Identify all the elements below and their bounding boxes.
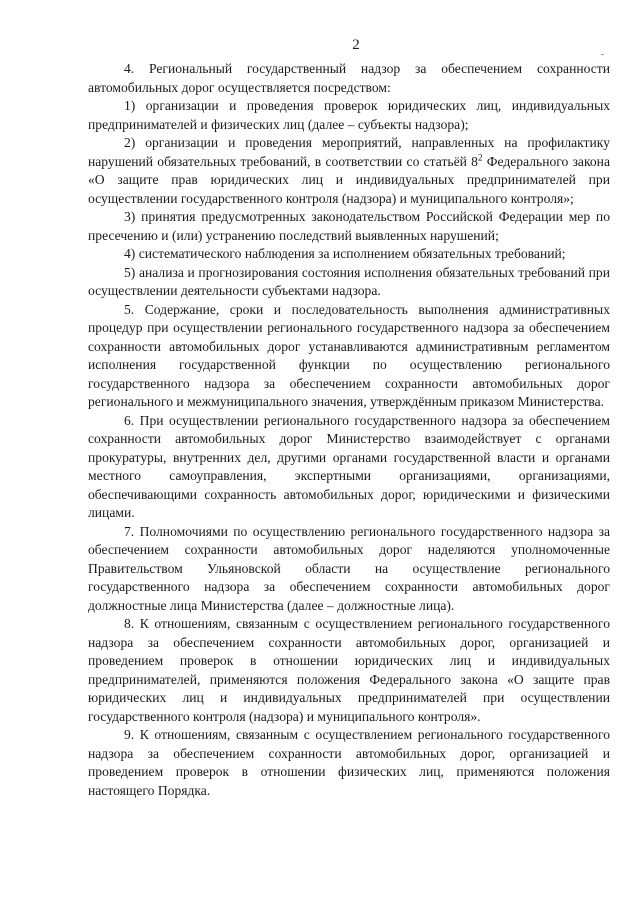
paragraph-8: 8. К отношениям, связанным с осуществлением регионального государственного надзора за обеспечением сохранности автомобильных дорог, организацией и проведением проверок в отношении юридических лиц и индивидуальных предпринимателей, применяются положения Федерального закона «О защите прав юридических лиц и индивидуальных предпринимателей при осуществлении государственного контроля (надзора) и муниципального контроля». <box>88 616 610 724</box>
paragraph-4: 4. Региональный государственный надзор за обеспечением сохранности автомобильных дорог осуществляется посредством: <box>88 61 610 95</box>
article-superscript: 2 <box>477 151 483 162</box>
paragraph-4-item-2-text-before: 2) организации и проведения мероприятий, направленных на профилактику нарушений обязательных требований, в соответствии со статьёй 8 <box>88 135 610 169</box>
page-number: 2 <box>352 37 360 53</box>
paragraph-9: 9. К отношениям, связанным с осуществлением регионального государственного надзора за обеспечением сохранности автомобильных дорог, организацией и проведением проверок в отношении физических лиц, применяются положения настоящего Порядка. <box>88 727 610 798</box>
paragraph-6: 6. При осуществлении регионального государственного надзора за обеспечением сохранности автомобильных дорог Министерство взаимодействует с органами прокуратуры, внутренних дел, другими органами государственной власти и органами местного самоуправления, экспертными организациями, организациями, обеспечивающими сохранность автомобильных дорог, юридическими и физическими лицами. <box>88 412 610 520</box>
paragraph-4-item-2 <box>88 134 610 208</box>
paragraph-4-item-1: 1) организации и проведения проверок юридических лиц, индивидуальных предпринимателей и физических лиц (далее – субъекты надзора); <box>88 98 610 132</box>
paragraph-5: 5. Содержание, сроки и последовательность выполнения административных процедур при осуществлении регионального государственного надзора за обеспечением сохранности автомобильных дорог устанавливаются административным регламентом исполнения государственной функции по осуществлению регионального государственного надзора за обеспечением сохранности автомобильных дорог регионального и межмуниципального значения, утверждённым приказом Министерства. <box>88 301 610 409</box>
paragraph-4-item-2-text-after: Федерального закона «О защите прав юридических лиц и индивидуальных предпринимателей при осуществлении государственного контроля (надзора) и муниципального контроля»; <box>88 153 610 206</box>
paragraph-4-item-4: 4) систематического наблюдения за исполнением обязательных требований; <box>124 246 566 261</box>
paragraph-4-item-3: 3) принятия предусмотренных законодательством Российской Федерации мер по пресечению и (или) устранению последствий выявленных нарушений; <box>88 209 610 243</box>
scan-mark <box>601 54 604 55</box>
paragraph-4-item-5: 5) анализа и прогнозирования состояния исполнения обязательных требований при осуществлении деятельности субъектами надзора. <box>88 264 610 298</box>
paragraph-7: 7. Полномочиями по осуществлению регионального государственного надзора за обеспечением сохранности автомобильных дорог наделяются уполномоченные Правительством Ульяновской области на осуществление регионального государственного надзора за обеспечением сохранности автомобильных дорог должностные лица Министерства (далее – должностные лица). <box>88 523 610 613</box>
